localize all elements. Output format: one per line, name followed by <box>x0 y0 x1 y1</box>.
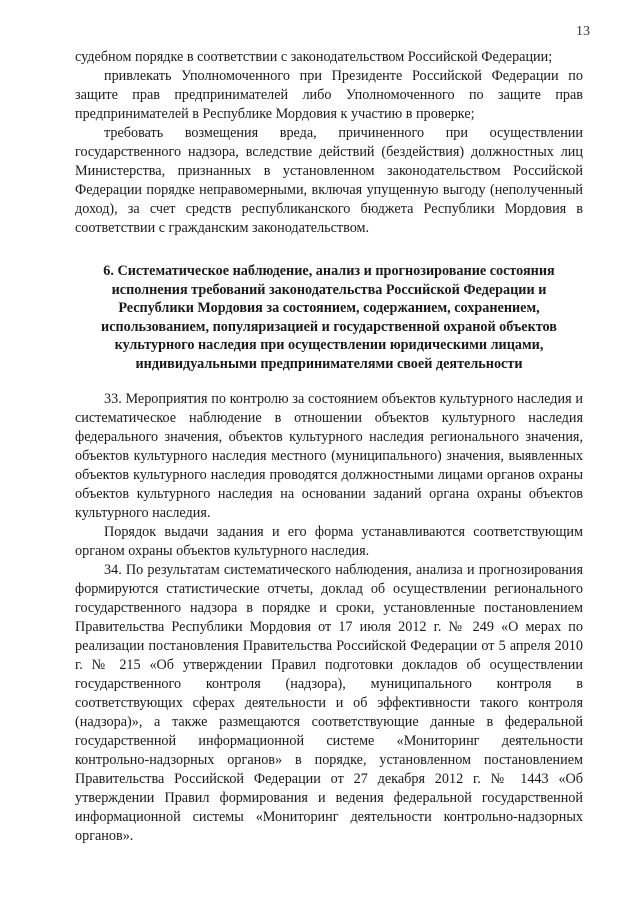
document-body <box>75 48 583 846</box>
section-heading: 6. Систематическое наблюдение, анализ и прогнозирование состояния исполнения требований законодательства Российской Федерации и Республики Мордовия за состоянием, содержанием, сохранением, использованием, популяризацией и государственной охраной объектов культурного наследия при осуществлении юридическими лицами, индивидуальными предпринимателями своей деятельности <box>101 263 557 372</box>
paragraph-court-order: судебном порядке в соответствии с законодательством Российской Федерации; <box>75 49 553 65</box>
page-number: 13 <box>576 24 590 39</box>
paragraph-34: 34. По результатам систематического наблюдения, анализа и прогнозирования формируются статистические отчеты, доклад об осуществлении регионального государственного надзора в порядке и сроки, установленные постановлением Правительства Республики Мордовия от 17 июля 2012 г. № 249 «О мерах по реализации постановления Правительства Российской Федерации от 5 апреля 2010 г. № 215 «Об утверждении Правил подготовки докладов об осуществлении государственного контроля (надзора), муниципального контроля в соответствующих сферах деятельности и об эффективности такого контроля (надзора)», а также размещаются соответствующие данные в федеральной государственной информационной системе «Мониторинг деятельности контрольно-надзорных органов» в порядке, установленном постановлением Правительства Российской Федерации от 27 декабря 2012 г. № 1443 «Об утверждении Правил формирования и ведения федеральной государственной информационной системы «Мониторинг деятельности контрольно-надзорных органов». <box>75 562 583 844</box>
paragraph-task-order: Порядок выдачи задания и его форма устанавливаются соответствующим органом охраны объектов культурного наследия. <box>75 524 583 559</box>
paragraph-ombudsman: привлекать Уполномоченного при Президенте Российской Федерации по защите прав предпринимателей либо Уполномоченного по защите прав предпринимателей в Республике Мордовия к участию в проверке; <box>75 68 583 122</box>
paragraph-compensation: требовать возмещения вреда, причиненного при осуществлении государственного надзора, вследствие действий (бездействия) должностных лиц Министерства, признанных в установленном законодательством Российской Федерации порядке неправомерными, включая упущенную выгоду (неполученный доход), за счет средств республиканского бюджета Республики Мордовия в соответствии с гражданским законодательством. <box>75 125 583 236</box>
paragraph-33: 33. Мероприятия по контролю за состоянием объектов культурного наследия и систематическое наблюдение в отношении объектов культурного наследия федерального значения, объектов культурного наследия регионального значения, объектов культурного наследия местного (муниципального) значения, выявленных объектов культурного наследия проводятся должностными лицами органов охраны объектов культурного наследия на основании заданий органа охраны объектов культурного наследия. <box>75 391 583 521</box>
